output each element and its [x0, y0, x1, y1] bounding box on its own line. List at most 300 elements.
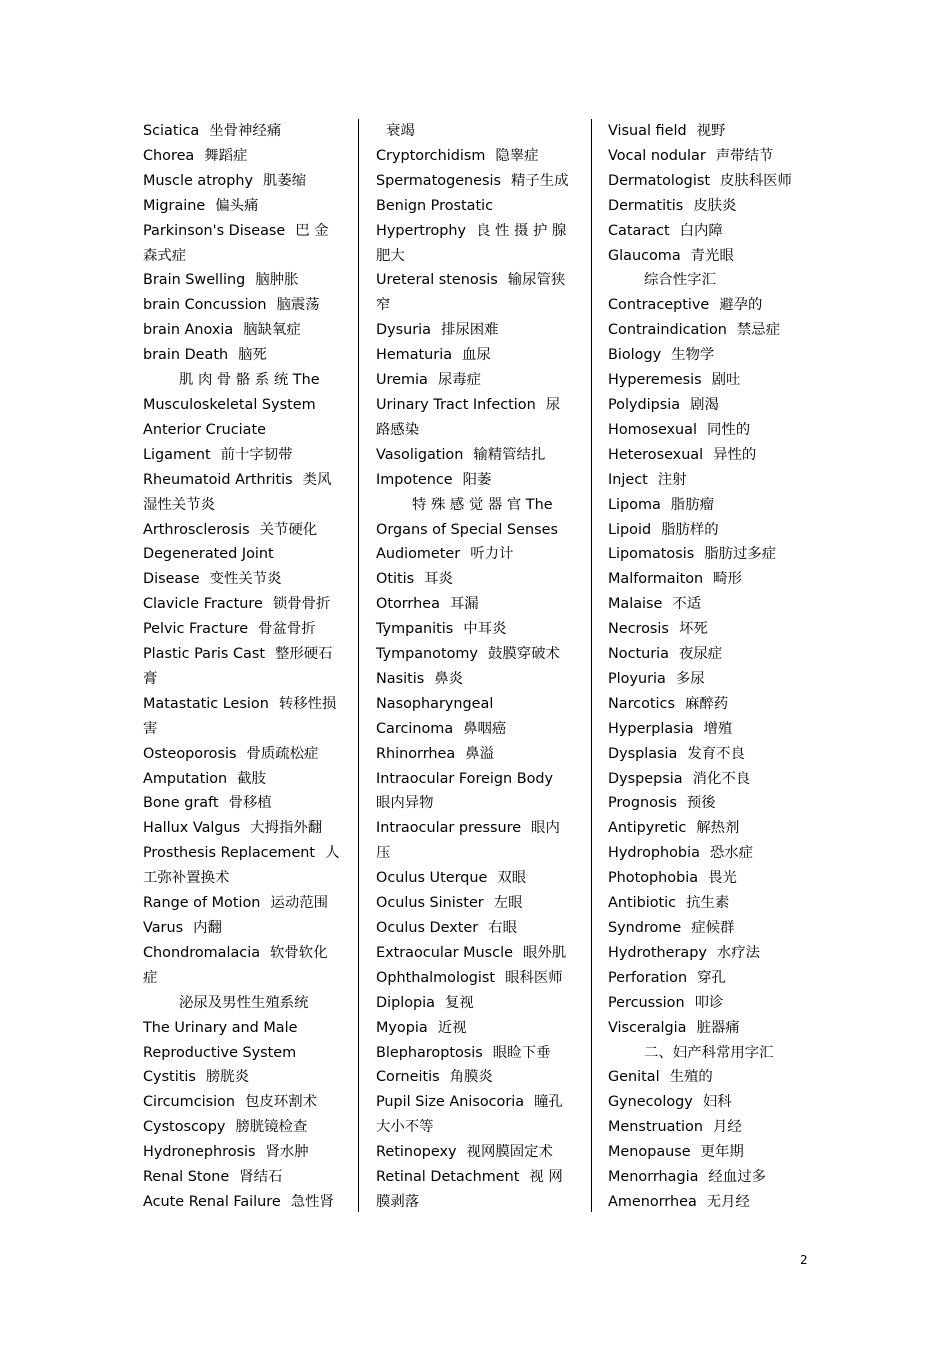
term-chinese: 肾水肿 [265, 1144, 309, 1161]
section-heading-text: 综合性字汇 [644, 272, 716, 289]
glossary-entry [376, 1140, 574, 1165]
term-chinese: 双眼 [497, 870, 527, 887]
term-english: Dysplasia [608, 745, 678, 762]
term-english: Hydronephrosis [143, 1144, 256, 1161]
glossary-entry [608, 916, 808, 941]
term-chinese: 鼓膜穿破术 [487, 646, 560, 663]
term-english: Polydipsia [608, 396, 681, 413]
term-chinese: 恐水症 [709, 845, 754, 862]
term-english: Cystitis [143, 1069, 196, 1086]
term-chinese: 骨盆骨折 [258, 621, 316, 638]
glossary-entry [608, 443, 808, 468]
term-english: Vasoligation [376, 446, 464, 463]
term-english: Extraocular Muscle [376, 944, 513, 961]
term-chinese: 眼内异物 [376, 795, 434, 812]
term-chinese: 瞳孔大小不等 [376, 1094, 563, 1136]
term-english: Ployuria [608, 670, 666, 687]
glossary-entry [376, 941, 574, 966]
term-english: Degenerated Joint Disease [143, 546, 274, 588]
term-english: Oculus Dexter [376, 920, 479, 936]
term-chinese: 右眼 [488, 920, 517, 936]
term-english: Dyspepsia [608, 770, 683, 787]
glossary-entry [143, 318, 340, 343]
term-chinese: 偏头痛 [215, 197, 259, 214]
glossary-entry [376, 318, 574, 343]
glossary-entry [143, 592, 340, 617]
term-chinese: 脑震荡 [276, 297, 320, 314]
term-chinese: 解热剂 [696, 820, 740, 837]
glossary-entry [143, 518, 340, 543]
term-english: Matastatic Lesion [143, 695, 269, 712]
term-chinese: 锁骨骨折 [272, 596, 331, 613]
glossary-entry [143, 144, 340, 169]
term-english: Amputation [143, 770, 228, 787]
glossary-entry [376, 1016, 574, 1041]
term-chinese: 近视 [437, 1019, 467, 1036]
term-english: Percussion [608, 994, 685, 1011]
glossary-entry [608, 293, 808, 318]
column-2 [376, 119, 574, 1215]
term-english: Genital [608, 1069, 660, 1086]
term-english: Brain Swelling [143, 272, 246, 289]
glossary-entry [143, 841, 340, 891]
term-chinese: 脏器痛 [696, 1019, 740, 1036]
glossary-entry [376, 717, 574, 742]
term-chinese: 生殖的 [669, 1069, 713, 1086]
term-english: Cataract [608, 222, 670, 239]
term-chinese: 输尿管狭窄 [376, 272, 566, 314]
term-english: Corneitis [376, 1069, 440, 1086]
glossary-entry [608, 169, 808, 194]
glossary-entry [608, 742, 808, 767]
term-english: Circumcision [143, 1094, 236, 1111]
term-chinese: 眼睑下垂 [492, 1044, 551, 1061]
term-english: Chondromalacia [143, 944, 261, 961]
term-english: Ureteral stenosis [376, 272, 498, 289]
term-chinese: 关节硬化 [259, 521, 318, 538]
glossary-entry [608, 791, 808, 816]
term-chinese: 尿毒症 [437, 372, 482, 389]
term-chinese: 避孕的 [719, 297, 763, 314]
glossary-entry [608, 468, 808, 493]
glossary-entry [608, 592, 808, 617]
glossary-entry [608, 692, 808, 717]
glossary-entry [143, 816, 340, 841]
term-english: Diplopia [376, 994, 435, 1011]
term-english: Hydrotherapy [608, 944, 707, 961]
term-english: Visual field [608, 123, 687, 139]
term-english: Carcinoma [376, 720, 454, 737]
term-english: Lipoma [608, 496, 661, 513]
glossary-entry [376, 542, 574, 567]
term-chinese: 大拇指外翻 [250, 820, 323, 837]
term-chinese: 妇科 [702, 1094, 732, 1111]
glossary-entry [143, 194, 340, 219]
glossary-entry [376, 144, 574, 169]
glossary-entry [376, 169, 574, 194]
term-english: Retinopexy [376, 1144, 457, 1161]
term-english: Plastic Paris Cast [143, 646, 265, 663]
term-english: Homosexual [608, 421, 697, 438]
term-chinese: 多尿 [675, 670, 705, 687]
term-chinese: 膀胱镜检查 [235, 1119, 308, 1136]
term-chinese: 脑缺氧症 [243, 322, 301, 339]
term-english: brain Anoxia [143, 322, 234, 339]
term-english: Oculus Sinister [376, 895, 484, 912]
term-english: Nocturia [608, 646, 669, 663]
term-english: Dermatologist [608, 172, 710, 189]
glossary-entry [608, 667, 808, 692]
section-heading-text: 泌尿及男性生殖系统 [179, 994, 309, 1011]
glossary-entry [376, 742, 574, 767]
term-chinese: 白内障 [679, 222, 723, 239]
term-chinese: 青光眼 [690, 247, 734, 264]
term-english: Menorrhagia [608, 1169, 699, 1186]
glossary-entry [608, 518, 808, 543]
term-chinese: 剧渴 [690, 396, 719, 413]
glossary-entry [143, 119, 340, 144]
glossary-entry [376, 991, 574, 1016]
section-heading [608, 1041, 808, 1066]
glossary-entry [608, 119, 808, 144]
term-english: Cryptorchidism [376, 147, 486, 164]
glossary-entry [376, 692, 574, 717]
glossary-entry [608, 1115, 808, 1140]
glossary-entry [376, 1065, 574, 1090]
glossary-entry [143, 617, 340, 642]
glossary-entry [143, 1165, 340, 1190]
term-chinese: 叩诊 [694, 994, 724, 1011]
term-chinese: 巴 金森式症 [143, 222, 329, 264]
term-chinese: 眼外肌 [522, 944, 567, 961]
glossary-entry [376, 767, 574, 817]
term-english: Rheumatoid Arthritis [143, 471, 293, 488]
term-english: Hydrophobia [608, 845, 700, 862]
term-english: Varus [143, 920, 184, 936]
term-chinese: 骨质疏松症 [246, 745, 319, 762]
glossary-entry [376, 1041, 574, 1066]
term-chinese: 症候群 [691, 920, 735, 936]
term-chinese: 增殖 [703, 720, 733, 737]
glossary-entry [376, 268, 574, 318]
glossary-entry [608, 767, 808, 792]
term-chinese: 剧吐 [711, 372, 741, 389]
term-chinese: 麻醉药 [684, 695, 729, 712]
term-english: Pupil Size Anisocoria [376, 1094, 525, 1111]
glossary-entry [608, 567, 808, 592]
term-english: Hypertrophy [376, 222, 467, 239]
term-chinese: 人工弥补置换术 [143, 845, 340, 887]
glossary-entry [143, 1016, 340, 1066]
term-english: Anterior Cruciate Ligament [143, 421, 266, 463]
column-1 [143, 119, 340, 1215]
term-chinese: 肾结石 [239, 1169, 283, 1186]
term-chinese: 皮肤科医师 [719, 172, 792, 189]
term-chinese: 视 网膜剥落 [376, 1169, 563, 1210]
term-english: Otorrhea [376, 596, 440, 613]
term-chinese: 鼻咽癌 [463, 720, 507, 737]
term-english: Gynecology [608, 1094, 693, 1111]
term-chinese: 脂肪瘤 [670, 496, 714, 513]
glossary-entry [608, 194, 808, 219]
glossary-entry [608, 144, 808, 169]
glossary-entry [376, 567, 574, 592]
term-chinese: 注射 [657, 471, 687, 488]
glossary-entry [143, 1190, 340, 1215]
glossary-entry [608, 1165, 808, 1190]
section-heading [376, 493, 574, 543]
term-chinese: 脑肿胀 [255, 272, 299, 289]
glossary-entry [376, 393, 574, 443]
glossary-entry [376, 119, 574, 144]
term-chinese: 尿路感染 [376, 396, 561, 438]
term-chinese: 良 性 摄 护 腺 肥大 [376, 222, 567, 264]
glossary-entry [143, 169, 340, 194]
term-chinese: 肌萎缩 [263, 172, 307, 189]
glossary-entry [376, 966, 574, 991]
term-english: Impotence [376, 471, 453, 488]
term-chinese: 眼科医师 [505, 969, 563, 986]
term-english: Tympanitis [376, 621, 454, 638]
term-english: Pelvic Fracture [143, 621, 249, 638]
glossary-entry [376, 468, 574, 493]
term-chinese: 无月经 [706, 1193, 750, 1210]
term-chinese: 月经 [712, 1119, 742, 1136]
glossary-entry [608, 991, 808, 1016]
term-chinese: 水疗法 [716, 944, 761, 961]
term-chinese: 视野 [696, 123, 726, 139]
term-chinese: 耳漏 [449, 596, 479, 613]
term-english: Necrosis [608, 621, 669, 638]
term-english: Perforation [608, 969, 688, 986]
term-chinese: 左眼 [493, 895, 523, 912]
term-english: Ophthalmologist [376, 969, 496, 986]
glossary-entry [608, 966, 808, 991]
term-english: Cystoscopy [143, 1119, 226, 1136]
term-english: Dermatitis [608, 197, 684, 214]
glossary-entry [608, 1090, 808, 1115]
term-chinese: 同性的 [707, 421, 751, 438]
term-english: Contraindication [608, 322, 727, 339]
term-chinese: 皮肤炎 [693, 197, 737, 214]
term-chinese: 脂肪样的 [661, 521, 719, 538]
term-english: Intraocular pressure [376, 820, 522, 837]
page-number: 2 [800, 1253, 808, 1267]
term-english: Syndrome [608, 920, 682, 936]
term-english: Parkinson's Disease [143, 222, 286, 239]
term-english: Dysuria [376, 322, 431, 339]
term-chinese: 血尿 [462, 347, 491, 364]
term-english: Antipyretic [608, 820, 687, 837]
glossary-entry [376, 1165, 574, 1215]
glossary-entry [376, 219, 574, 269]
glossary-entry [608, 866, 808, 891]
glossary-entry [376, 592, 574, 617]
term-chinese: 消化不良 [692, 770, 751, 787]
term-chinese: 变性关节炎 [209, 571, 282, 588]
term-chinese: 抗生素 [686, 895, 730, 912]
glossary-entry [376, 667, 574, 692]
section-heading [143, 368, 340, 418]
term-english: Biology [608, 347, 662, 364]
glossary-entry [608, 1140, 808, 1165]
term-english: Spermatogenesis [376, 172, 502, 189]
term-english: Narcotics [608, 695, 675, 712]
glossary-entry [376, 916, 574, 941]
term-chinese: 截肢 [237, 770, 266, 787]
term-chinese: 更年期 [700, 1144, 744, 1161]
section-heading-text: 肌 肉 骨 骼 系 统 The Musculoskeletal System [143, 372, 320, 413]
term-chinese: 视网膜固定术 [466, 1144, 553, 1161]
section-heading [143, 991, 340, 1016]
term-chinese: 输精管结扎 [473, 446, 546, 463]
term-chinese: 整形硬石膏 [143, 646, 333, 687]
glossary-entry [143, 468, 340, 518]
term-english: Antibiotic [608, 895, 677, 912]
term-chinese: 转移性损害 [143, 695, 337, 737]
term-english: Hyperplasia [608, 720, 694, 737]
glossary-entry [608, 941, 808, 966]
glossary-entry [608, 1190, 808, 1215]
term-english: Amenorrhea [608, 1193, 697, 1210]
glossary-entry [376, 194, 574, 219]
term-chinese: 夜尿症 [678, 646, 723, 663]
term-chinese: 衰竭 [386, 123, 415, 139]
section-heading [608, 268, 808, 293]
term-english: Retinal Detachment [376, 1169, 520, 1186]
term-chinese: 脑死 [238, 347, 267, 364]
term-chinese: 中耳炎 [463, 621, 507, 638]
term-english: Nasopharyngeal [376, 695, 494, 712]
term-english: Clavicle Fracture [143, 596, 263, 613]
term-english: Acute Renal Failure [143, 1193, 281, 1210]
term-english: Visceralgia [608, 1019, 687, 1036]
term-english: Malaise [608, 596, 663, 613]
term-english: Lipomatosis [608, 546, 695, 563]
term-english: Benign Prostatic [376, 197, 494, 214]
glossary-entry [143, 742, 340, 767]
term-chinese: 类风湿性关节炎 [143, 471, 332, 513]
term-chinese: 急性肾 [290, 1193, 334, 1210]
term-english: Urinary Tract Infection [376, 396, 536, 413]
glossary-entry [376, 891, 574, 916]
glossary-entry [608, 1016, 808, 1041]
term-chinese: 前十字韧带 [220, 446, 293, 463]
term-english: Contraceptive [608, 297, 710, 314]
section-heading-text: 二、妇产科常用字汇 [644, 1044, 774, 1061]
term-english: Oculus Uterque [376, 870, 488, 887]
term-chinese: 坐骨神经痛 [209, 123, 282, 139]
glossary-entry [143, 791, 340, 816]
glossary-entry [376, 343, 574, 368]
term-chinese: 包皮环割术 [245, 1094, 317, 1111]
term-chinese: 舞蹈症 [204, 147, 248, 164]
glossary-entry [608, 318, 808, 343]
glossary-entry [143, 767, 340, 792]
glossary-entry [143, 891, 340, 916]
term-english: Prosthesis Replacement [143, 845, 316, 862]
term-english: Audiometer [376, 546, 461, 563]
term-english: Vocal nodular [608, 147, 706, 164]
glossary-entry [608, 368, 808, 393]
glossary-entry [608, 717, 808, 742]
term-english: Heterosexual [608, 446, 704, 463]
term-english: Tympanotomy [376, 646, 478, 663]
term-chinese: 发育不良 [687, 745, 745, 762]
glossary-entry [143, 418, 340, 468]
term-english: Bone graft [143, 795, 219, 812]
glossary-entry [608, 642, 808, 667]
term-english: Uremia [376, 372, 428, 389]
term-chinese: 异性的 [713, 446, 757, 463]
term-english: Sciatica [143, 123, 200, 139]
term-english: Muscle atrophy [143, 172, 254, 189]
glossary-entry [143, 1115, 340, 1140]
glossary-entry [376, 443, 574, 468]
term-chinese: 生物学 [671, 347, 715, 364]
term-chinese: 预後 [686, 795, 716, 812]
term-english: Inject [608, 471, 648, 488]
glossary-entry [376, 617, 574, 642]
glossary-entry [608, 244, 808, 269]
glossary-entry [608, 1065, 808, 1090]
term-english: Otitis [376, 571, 415, 588]
glossary-entry [143, 916, 340, 941]
column-divider [358, 119, 359, 1212]
term-chinese: 坏死 [678, 621, 708, 638]
glossary-entry [143, 343, 340, 368]
term-chinese: 穿孔 [697, 969, 726, 986]
term-chinese: 内翻 [193, 920, 222, 936]
glossary-entry [608, 493, 808, 518]
term-chinese: 耳炎 [424, 571, 453, 588]
glossary-entry [608, 219, 808, 244]
term-english: The Urinary and Male Reproductive System [143, 1019, 298, 1061]
term-english: brain Death [143, 347, 229, 364]
term-chinese: 鼻炎 [434, 670, 464, 687]
column-divider [591, 119, 592, 1212]
glossary-entry [143, 1090, 340, 1115]
term-english: Chorea [143, 147, 195, 164]
glossary-entry [608, 891, 808, 916]
term-english: Lipoid [608, 521, 652, 538]
glossary-entry [608, 393, 808, 418]
term-english: Myopia [376, 1019, 428, 1036]
term-english: Menstruation [608, 1119, 703, 1136]
term-english: Arthrosclerosis [143, 521, 250, 538]
glossary-entry [143, 542, 340, 592]
term-chinese: 膀胱炎 [205, 1069, 250, 1086]
term-chinese: 畸形 [713, 571, 742, 588]
term-english: Osteoporosis [143, 745, 237, 762]
glossary-entry [608, 343, 808, 368]
term-english: Hyperemesis [608, 372, 702, 389]
glossary-entry [376, 1090, 574, 1140]
term-chinese: 声带结节 [715, 147, 774, 164]
term-chinese: 畏光 [708, 870, 737, 887]
term-english: Photophobia [608, 870, 699, 887]
term-chinese: 经血过多 [708, 1169, 766, 1186]
term-chinese: 排尿困难 [440, 322, 499, 339]
term-chinese: 眼内压 [376, 820, 560, 862]
glossary-entry [143, 293, 340, 318]
term-chinese: 角膜炎 [449, 1069, 493, 1086]
glossary-entry [143, 1140, 340, 1165]
term-chinese: 复视 [444, 994, 474, 1011]
term-chinese: 骨移植 [228, 795, 272, 812]
term-english: Nasitis [376, 670, 425, 687]
term-chinese: 软骨软化症 [143, 944, 328, 986]
